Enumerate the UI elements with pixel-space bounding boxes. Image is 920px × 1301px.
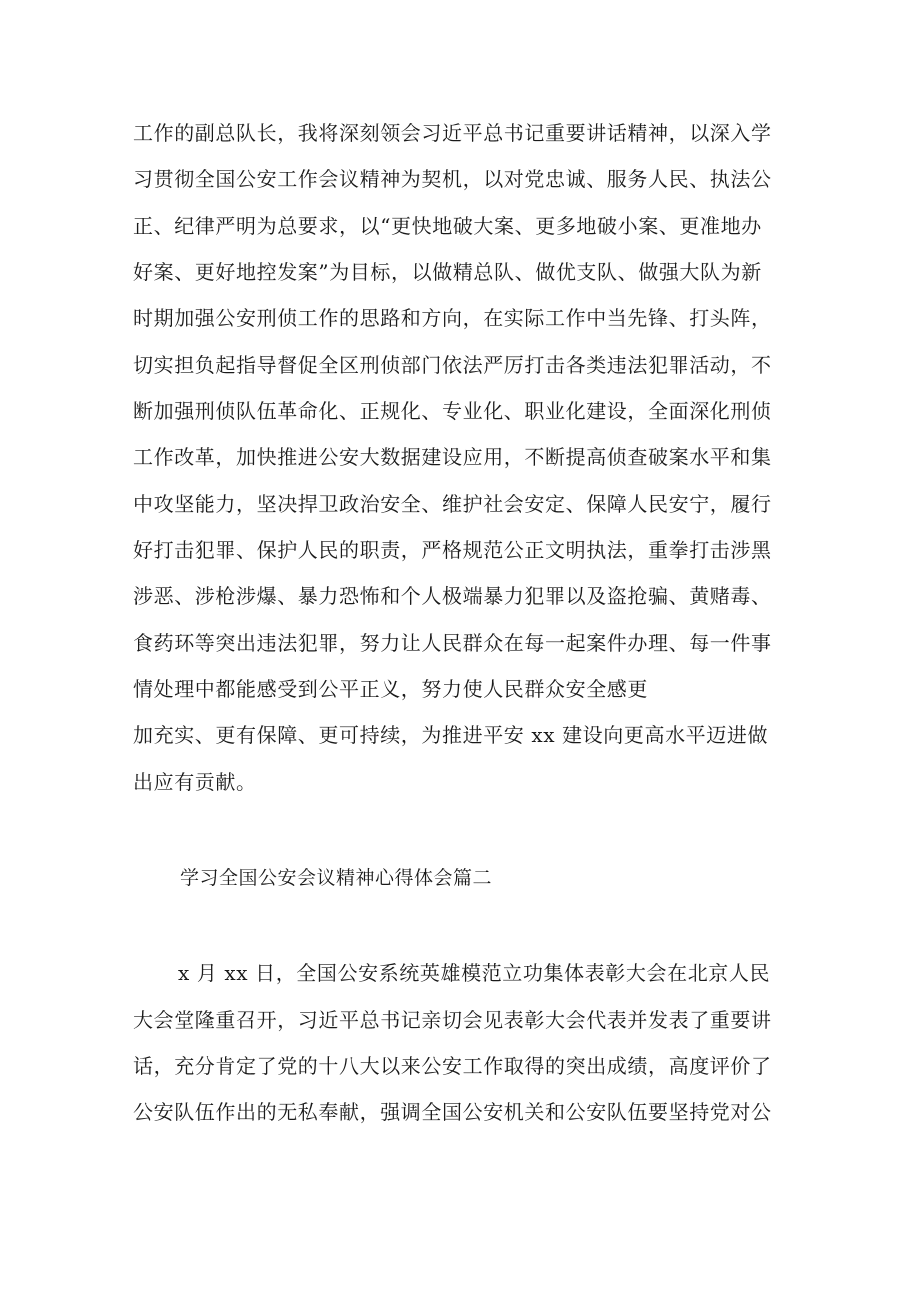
text-line: 出应有贡献。: [133, 770, 257, 794]
text-line: 中攻坚能力，坚决捍卫政治安全、维护社会安定、保障人民安宁，履行: [133, 492, 772, 516]
text-line: 食药环等突出违法犯罪，努力让人民群众在每一起案件办理、每一件事: [133, 631, 772, 655]
text-line: 断加强刑侦队伍革命化、正规化、专业化、职业化建设，全面深化刑侦: [133, 399, 772, 423]
text-line: 话，充分肯定了党的十八大以来公安工作取得的突出成绩，高度评价了: [133, 1054, 772, 1078]
text-line: 大会堂隆重召开，习近平总书记亲切会见表彰大会代表并发表了重要讲: [133, 1008, 772, 1032]
text-line: x 月 xx 日，全国公安系统英雄模范立功集体表彰大会在北京人民: [178, 961, 771, 985]
text-line: 加充实、更有保障、更可持续，为推进平安 xx 建设向更高水平迈进做: [133, 723, 769, 747]
text-line: 切实担负起指导督促全区刑侦部门依法严厉打击各类违法犯罪活动，不: [133, 353, 772, 377]
text-line: 工作的副总队长，我将深刻领会习近平总书记重要讲话精神，以深入学: [133, 121, 772, 145]
text-line: 涉恶、涉枪涉爆、暴力恐怖和个人极端暴力犯罪以及盗抢骗、黄赌毒、: [133, 584, 772, 608]
text-line: 好打击犯罪、保护人民的职责，严格规范公正文明执法，重拳打击涉黑: [133, 538, 772, 562]
text-line: 工作改革，加快推进公安大数据建设应用，不断提高侦查破案水平和集: [133, 445, 772, 469]
section-heading: 学习全国公安会议精神心得体会篇二: [180, 867, 493, 889]
text-line: 正、纪律严明为总要求，以“更快地破大案、更多地破小案、更准地办: [133, 214, 762, 238]
text-line: 习贯彻全国公安工作会议精神为契机，以对党忠诚、服务人民、执法公: [133, 167, 772, 191]
text-line: 情处理中都能感受到公平正义，努力使人民群众安全感更: [133, 677, 648, 701]
text-line: 公安队伍作出的无私奉献，强调全国公安机关和公安队伍要坚持党对公: [133, 1100, 772, 1124]
text-line: 时期加强公安刑侦工作的思路和方向，在实际工作中当先锋、打头阵，: [133, 306, 772, 330]
text-line: 好案、更好地控发案”为目标，以做精总队、做优支队、做强大队为新: [133, 260, 762, 284]
